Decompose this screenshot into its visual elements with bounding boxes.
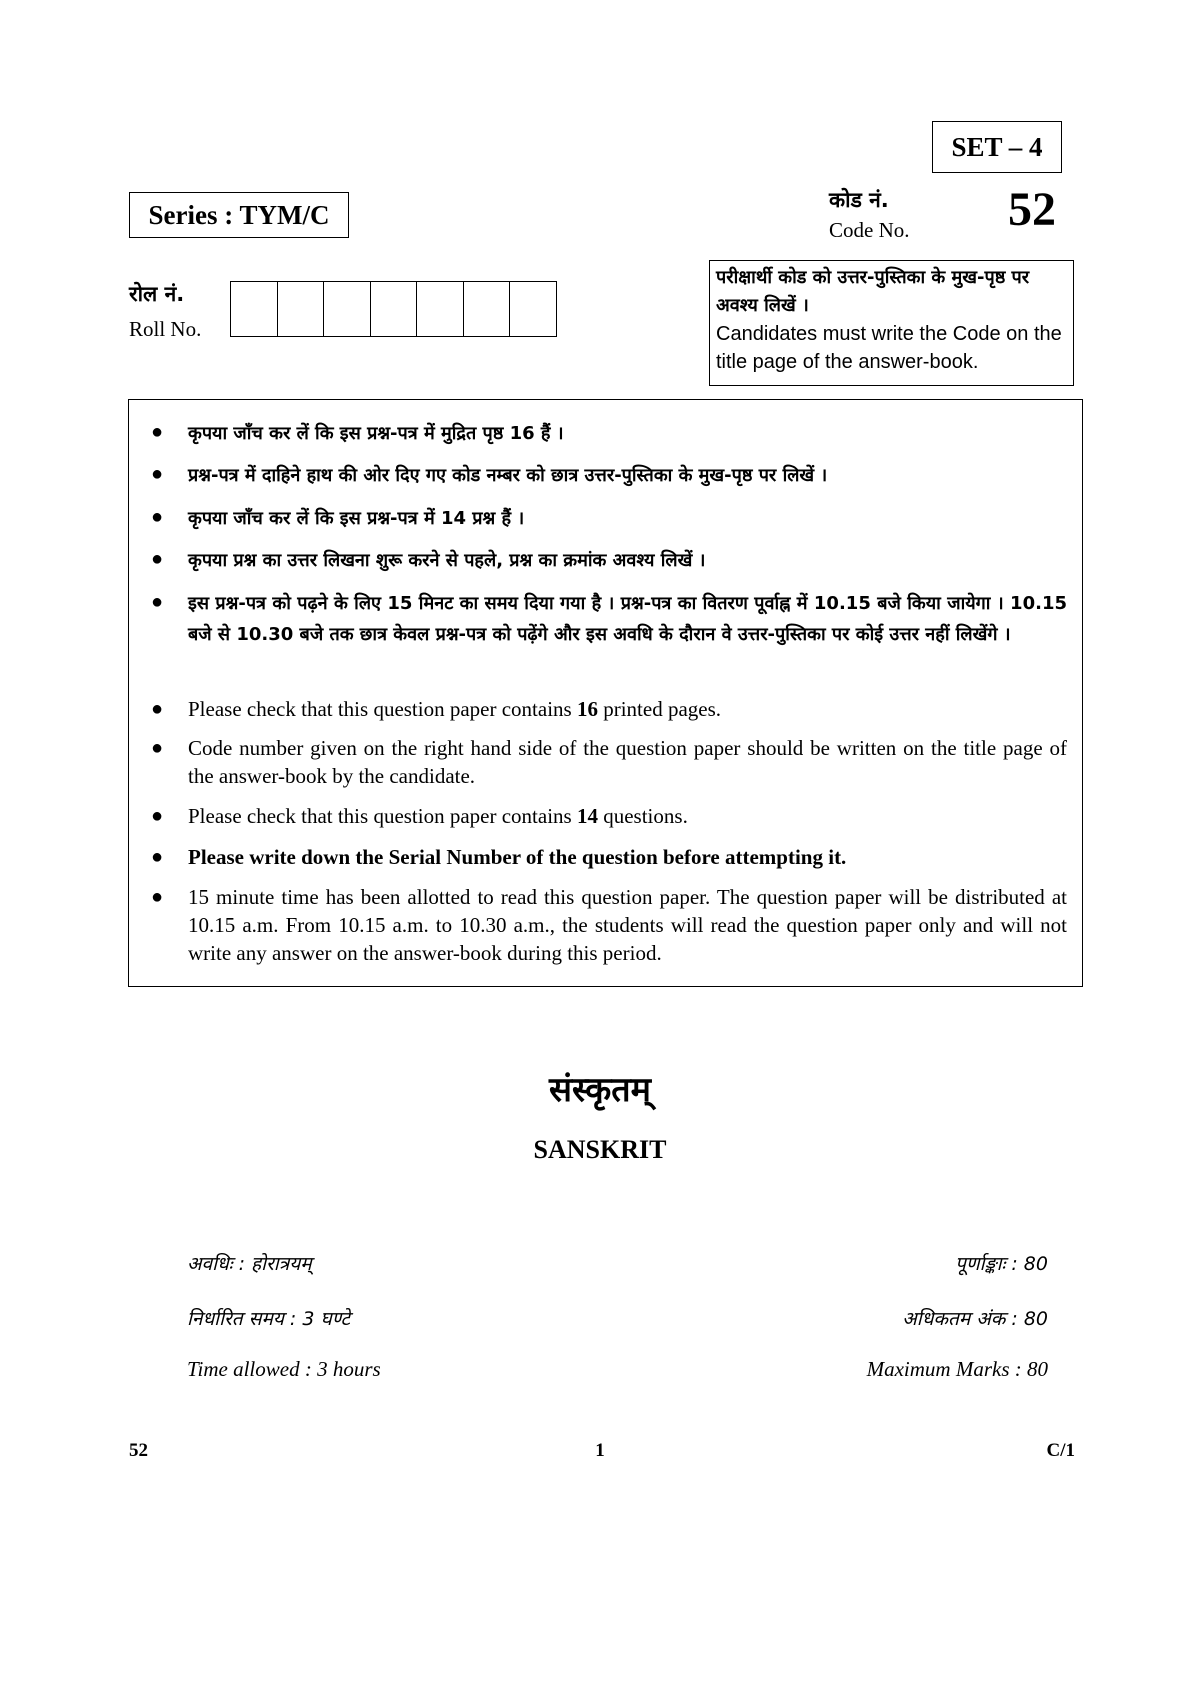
- set-label: SET – 4: [932, 121, 1062, 173]
- bullet-icon: ●: [151, 737, 164, 759]
- roll-label-english: Roll No.: [129, 317, 202, 341]
- instruction-text: Please check that this question paper contains 16 printed pages.: [188, 697, 722, 721]
- roll-number-cell[interactable]: [417, 282, 464, 336]
- instruction-text: 15 minute time has been allotted to read this question paper. The question paper will be distributed at 10.15 a.m. From 10.15 a.m. to 10.30 a.m., the students will read the question paper only and will not write any answer on the answer-book during this period.: [188, 885, 1067, 965]
- bullet-icon: ●: [151, 421, 164, 443]
- roll-number-cell[interactable]: [278, 282, 325, 336]
- candidate-note-box: [709, 260, 1074, 386]
- instruction-text: Please check that this question paper contains 14 questions.: [188, 804, 688, 828]
- bullet-icon: ●: [151, 846, 164, 868]
- instruction-text: कृपया जाँच कर लें कि इस प्रश्न-पत्र में मुद्रित पृष्ठ 16 हैं ।: [188, 423, 564, 444]
- time-hindi: निर्धारित समय : 3 घण्टे: [187, 1308, 351, 1330]
- bullet-icon: ●: [151, 548, 164, 570]
- instruction-text: प्रश्न-पत्र में दाहिने हाथ की ओर दिए गए कोड नम्बर को छात्र उत्तर-पुस्तिका के मुख-पृष्ठ पर लिखें ।: [188, 465, 828, 486]
- candidate-note-english: Candidates must write the Code on the title page of the answer-book.: [716, 323, 1062, 373]
- bullet-icon: ●: [151, 886, 164, 908]
- roll-number-cell[interactable]: [510, 282, 557, 336]
- bullet-icon: ●: [151, 805, 164, 827]
- roll-number-grid[interactable]: [230, 281, 557, 337]
- code-label-english: Code No.: [829, 218, 910, 242]
- roll-number-cell[interactable]: [231, 282, 278, 336]
- roll-number-cell[interactable]: [464, 282, 511, 336]
- bullet-icon: ●: [151, 591, 164, 613]
- instruction-text: इस प्रश्न-पत्र को पढ़ने के लिए 15 मिनट का समय दिया गया है । प्रश्न-पत्र का वितरण पूर्वाह्न में 10.15 बजे किया जायेगा । 10.15 बजे से 10.30 बजे तक छात्र केवल प्रश्न-पत्र को पढ़ेंगे और इस अवधि के दौरान वे उत्तर-पुस्तिका पर कोई उत्तर नहीं लिखेंगे ।: [188, 593, 1067, 645]
- roll-label-hindi: रोल नं.: [129, 282, 185, 306]
- instruction-text: कृपया जाँच कर लें कि इस प्रश्न-पत्र में 14 प्रश्न हैं ।: [188, 508, 525, 529]
- roll-number-cell[interactable]: [324, 282, 371, 336]
- instruction-text: Code number given on the right hand side of the question paper should be written on the title page of the answer-book by the candidate.: [188, 736, 1067, 788]
- instruction-text: Please write down the Serial Number of the question before attempting it.: [188, 845, 847, 869]
- max-marks-english: Maximum Marks : 80: [866, 1357, 1048, 1381]
- instructions-box: [128, 399, 1083, 987]
- roll-number-cell[interactable]: [371, 282, 418, 336]
- code-number: 52: [1008, 183, 1056, 236]
- max-marks-hindi: अधिकतम अंक : 80: [902, 1308, 1048, 1330]
- footer-series: C/1: [1046, 1440, 1075, 1461]
- candidate-note-hindi: परीक्षार्थी कोड को उत्तर-पुस्तिका के मुख-पृष्ठ पर अवश्य लिखें ।: [716, 267, 1030, 316]
- bullet-icon: ●: [151, 506, 164, 528]
- full-marks-sanskrit: पूर्णाङ्काः : 80: [955, 1253, 1048, 1275]
- code-label-hindi: कोड नं.: [829, 188, 889, 212]
- subject-title-sanskrit: संस्कृतम्: [548, 1070, 652, 1110]
- bullet-icon: ●: [151, 463, 164, 485]
- page-number: 1: [595, 1440, 605, 1461]
- footer-code: 52: [129, 1440, 148, 1461]
- instruction-text: कृपया प्रश्न का उत्तर लिखना शुरू करने से पहले, प्रश्न का क्रमांक अवश्य लिखें ।: [188, 550, 706, 571]
- time-english: Time allowed : 3 hours: [187, 1357, 381, 1381]
- bullet-icon: ●: [151, 698, 164, 720]
- duration-sanskrit: अवधिः : होरात्रयम्: [187, 1253, 312, 1275]
- subject-title-english: SANSKRIT: [533, 1135, 667, 1164]
- series-label: Series : TYM/C: [129, 192, 349, 238]
